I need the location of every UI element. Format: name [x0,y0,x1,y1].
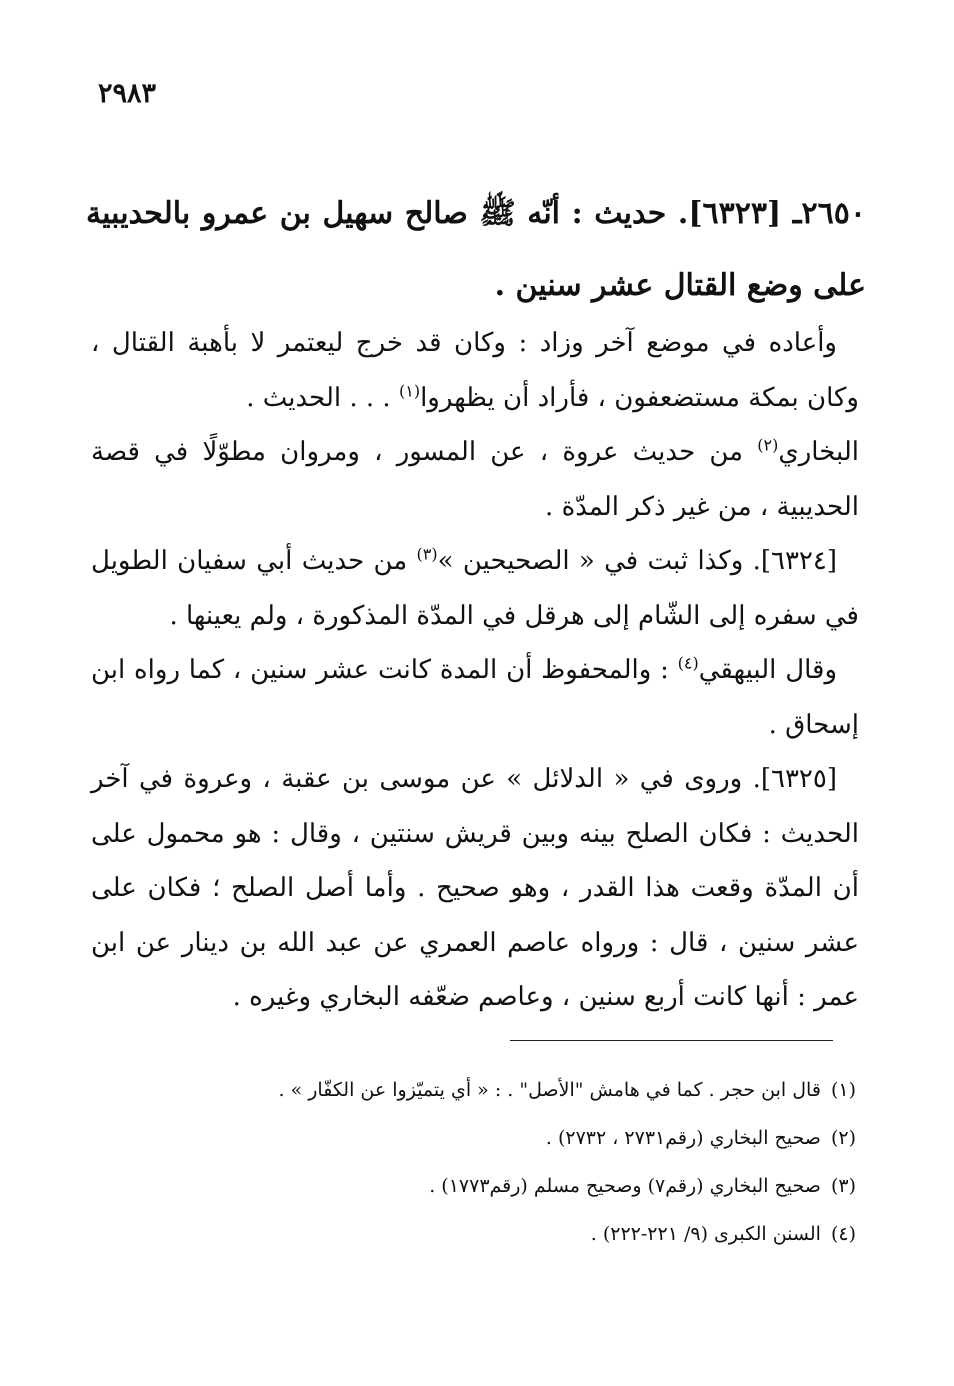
paragraph-2 [91,425,859,534]
paragraph-4-text-b: : والمحفوظ أن المدة كانت عشر سنين ، كما رواه ابن إسحاق . [91,655,859,740]
paragraph-5: [٦٣٢٥]. وروى في « الدلائل » عن موسى بن عقبة ، وعروة في آخر الحديث : فكان الصلح بينه وبين قريش سنتين ، وقال : هو محمول على أن المدّة وقعت هذا القدر ، وهو صحيح . وأما أصل الصلح ؛ فكان على عشر سنين ، قال : ورواه عاصم العمري عن عبد الله بن دينار عن ابن عمر : أنها كانت أربع سنين ، وعاصم ضعّفه البخاري وغيره . [91,764,859,1012]
paragraph-3-text-b: من حديث أبي سفيان الطويل في سفره إلى الشّام إلى هرقل في المدّة المذكورة ، ولم يعينها . [91,546,859,631]
footnote-divider [510,1040,833,1041]
footnote-4-text: السنن الكبرى (٩/ ٢٢١-٢٢٢) . [590,1223,821,1245]
footnote-1-text: قال ابن حجر . كما في هامش "الأصل" . : « أي يتميّزوا عن الكفّار » . [278,1079,821,1101]
footnote-3-number: (٣) [830,1175,856,1197]
body-text [91,316,859,1025]
paragraph-2-text-b: من حديث عروة ، عن المسور ، ومروان مطوّلًا في قصة الحديبية ، من غير ذكر المدّة . [91,437,859,522]
page-number: ٢٩٨٣ [98,78,157,109]
paragraph-3 [91,534,859,643]
footnote-1-number: (١) [830,1079,856,1101]
footnote-4-number: (٤) [830,1223,856,1245]
paragraph-4 [91,643,859,752]
footnote-2-text: صحيح البخاري (رقم٢٧٣١ ، ٢٧٣٢) . [545,1127,821,1149]
footnote-3-text: صحيح البخاري (رقم٧) وصحيح مسلم (رقم١٧٧٣) . [429,1175,821,1197]
paragraph-1 [91,316,859,425]
footnotes [156,1066,856,1258]
paragraph-1-text-a: وأعاده في موضع آخر وزاد : وكان قد خرج ليعتمر لا بأهبة القتال ، وكان بمكة مستضعفون ، فأراد أن يظهروا [91,328,859,413]
footnote-2 [156,1114,856,1162]
paragraph-2-text-a: البخاري [778,437,859,467]
paragraph-3-text-a: [٦٣٢٤]. وكذا ثبت في « الصحيحين » [437,546,837,576]
footnote-ref-2: (٢) [757,435,779,455]
footnote-4 [156,1210,856,1258]
footnote-ref-4: (٤) [677,653,699,673]
footnote-ref-3: (٣) [416,544,438,564]
paragraph-4-text-a: وقال البيهقي [698,655,837,685]
entry-heading: ٢٦٥٠ـ [٦٣٢٣]. حديث : أنّه ﷺ صالح سهيل بن عمرو بالحديبية على وضع القتال عشر سنين . [86,196,866,303]
footnote-2-number: (٢) [830,1127,856,1149]
footnote-1 [156,1066,856,1114]
footnote-3 [156,1162,856,1210]
footnote-ref-1: (١) [398,380,421,400]
paragraph-1-text-b: . . . الحديث . [246,382,399,413]
